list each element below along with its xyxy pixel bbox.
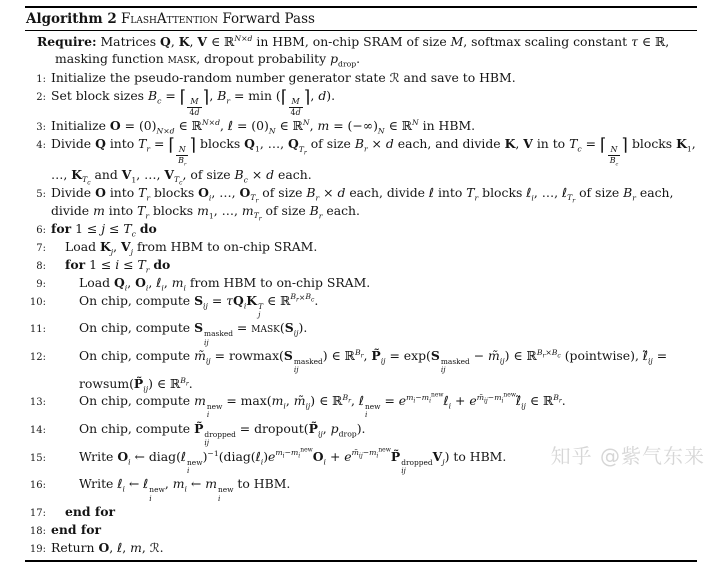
line-content: On chip, compute $S_{ij} = \tau Q_iK$ T j ∈ ℝ$^{B_r\times B_c}$. bbox=[79, 292, 319, 319]
line-content: Write ℓ$_i$ ← ℓ new i , $m_i$ ← m new i to HBM. bbox=[79, 476, 291, 503]
algorithm-line bbox=[25, 238, 697, 256]
line-content: Initialize the pseudo-random number generator state ℛ and save to HBM. bbox=[51, 69, 516, 85]
algorithm-lines bbox=[25, 69, 697, 557]
algorithm-subtitle: Forward Pass bbox=[222, 11, 315, 27]
line-number: 5: bbox=[36, 188, 46, 200]
line-number: 2: bbox=[36, 91, 46, 103]
watermark: 知乎 @紫气东来 bbox=[550, 444, 705, 468]
algorithm-name: FlashAttention bbox=[121, 11, 219, 27]
line-number: 18: bbox=[29, 526, 46, 537]
line-number: 13: bbox=[29, 397, 46, 409]
line-number: 1: bbox=[36, 73, 46, 85]
line-content: Divide O into $T_r$ blocks $O_i$, …, $O_{T_r}$ of size $B_r \times d$ each, divide ℓ into $T_r$ blocks ℓ$_i$, …, ℓ$_{T_r}$ of size $B_r$ each, divide m into $T_r$ blocks $m_1$, …, $m_{T_r}$ of size $B_r$ each. bbox=[51, 184, 674, 223]
line-content: for $1 \le i \le T_r$ do bbox=[65, 256, 171, 274]
line-number: 12: bbox=[29, 351, 46, 363]
line-number: 6: bbox=[36, 224, 46, 236]
line-content: for $1 \le j \le T_c$ do bbox=[51, 220, 157, 238]
line-number: 15: bbox=[29, 452, 46, 464]
require-block bbox=[25, 33, 697, 68]
line-number: 19: bbox=[29, 544, 46, 555]
line-number: 9: bbox=[36, 278, 46, 290]
line-number: 8: bbox=[36, 260, 46, 272]
algorithm-line bbox=[25, 117, 697, 135]
algorithm-line bbox=[25, 87, 697, 117]
line-number: 3: bbox=[36, 122, 46, 134]
algorithm-line bbox=[25, 220, 697, 238]
line-number: 17: bbox=[29, 508, 46, 519]
algorithm-line bbox=[25, 475, 697, 503]
line-content: On chip, compute m new i = $\max(m_i$, $m̃_{ij}$) ∈ ℝ$^{B_r}$, ℓ new i = $e^{m_i-m_i^{new}}\ell_i$ + $e^{m̃_{ij}-m_i^{new}}\ell̃_{ij}$ ∈ ℝ$^{B_r}$. bbox=[79, 391, 566, 420]
line-content: Divide Q into $T_r$ = ⌈ $\frac{N}{B_r}$ ⌉ blocks $Q_1$, …, $Q_{T_r}$ of size $B_r \times d$ each, and divide K, V in to $T_c$ = ⌈ $\frac{N}{B_c}$ ⌉ blocks $K_1$, …, $K_{T_c}$ and $V_1$, …, $V_{T_c}$, of size $B_c \times d$ each. bbox=[51, 135, 696, 187]
line-content: Load $Q_i$, $O_i$, ℓ$_i$, $m_i$ from HBM to on-chip SRAM. bbox=[79, 274, 371, 292]
algorithm-label: Algorithm 2 bbox=[26, 11, 117, 27]
algorithm-line bbox=[25, 292, 697, 320]
algorithm-line bbox=[25, 521, 697, 539]
line-number: 10: bbox=[29, 296, 46, 308]
line-content: end for bbox=[65, 504, 115, 519]
algorithm-line bbox=[25, 347, 697, 392]
line-content: Initialize $O = (0)_{N\times d}$ ∈ ℝ$^{N\times d}$, ℓ = $(0)_N$ ∈ ℝ$^N$, $m = (-\infty)_N$ ∈ ℝ$^N$ in HBM. bbox=[51, 117, 476, 136]
algorithm-line bbox=[25, 539, 697, 557]
line-content: Write $O_i$ ← diag(ℓ new i )$^{-1}(diag(\ell_i)e^{m_i-m_i^{new}}O_i$ + $e^{m̃_{ij}-m_i^{new}}P̃$ dropped ij $V_j$) to HBM. bbox=[79, 446, 507, 475]
algorithm-line bbox=[25, 184, 697, 223]
algorithm-line bbox=[25, 503, 697, 521]
line-content: Set block sizes $B_c$ = ⌈ $\frac{M}{4d}$ ⌉, $B_r = \min$ (⌈ $\frac{M}{4d}$ ⌉, d). bbox=[51, 87, 336, 117]
line-content: Load $K_j$, $V_j$ from HBM to on-chip SRAM. bbox=[65, 238, 318, 256]
line-number: 16: bbox=[29, 480, 46, 492]
line-content: On chip, compute P̃ dropped ij = $dropout(P̃_{ij}$, $p_{drop}$). bbox=[79, 420, 366, 448]
line-content: Return O, ℓ, m, ℛ. bbox=[51, 540, 164, 555]
line-content: end for bbox=[51, 522, 101, 537]
algorithm-title bbox=[25, 8, 697, 30]
algorithm-box bbox=[25, 6, 697, 562]
line-number: 11: bbox=[29, 324, 46, 336]
line-number: 7: bbox=[36, 242, 46, 254]
algorithm-line bbox=[25, 392, 697, 420]
algorithm-line bbox=[25, 319, 697, 347]
require-content: Matrices Q, K, V ∈ ℝ$^{N\times d}$ in HBM, on-chip SRAM of size M, softmax scaling constant τ ∈ ℝ, masking function mask, dropout probability $p_{drop}$. bbox=[55, 33, 670, 69]
algorithm-line bbox=[25, 274, 697, 292]
line-number: 14: bbox=[29, 424, 46, 436]
line-content: On chip, compute S masked ij = $mask(S_{ij})$. bbox=[79, 320, 308, 347]
line-number: 4: bbox=[36, 140, 46, 152]
algorithm-body bbox=[25, 31, 697, 560]
algorithm-line bbox=[25, 256, 697, 274]
algorithm-line bbox=[25, 69, 697, 87]
algorithm-line bbox=[25, 135, 697, 187]
require-label: Require: bbox=[37, 34, 97, 49]
line-content: On chip, compute $m̃_{ij} = rowmax(S$ masked ij ) ∈ ℝ$^{B_r}$, $P̃_{ij} = \exp(S$ masked ij − $m̃_{ij}$) ∈ ℝ$^{B_r\times B_c}$ (pointwise), $\ell̃_{ij}$ = $rowsum(P̃_{ij})$ ∈ ℝ$^{B_r}$. bbox=[79, 347, 668, 394]
